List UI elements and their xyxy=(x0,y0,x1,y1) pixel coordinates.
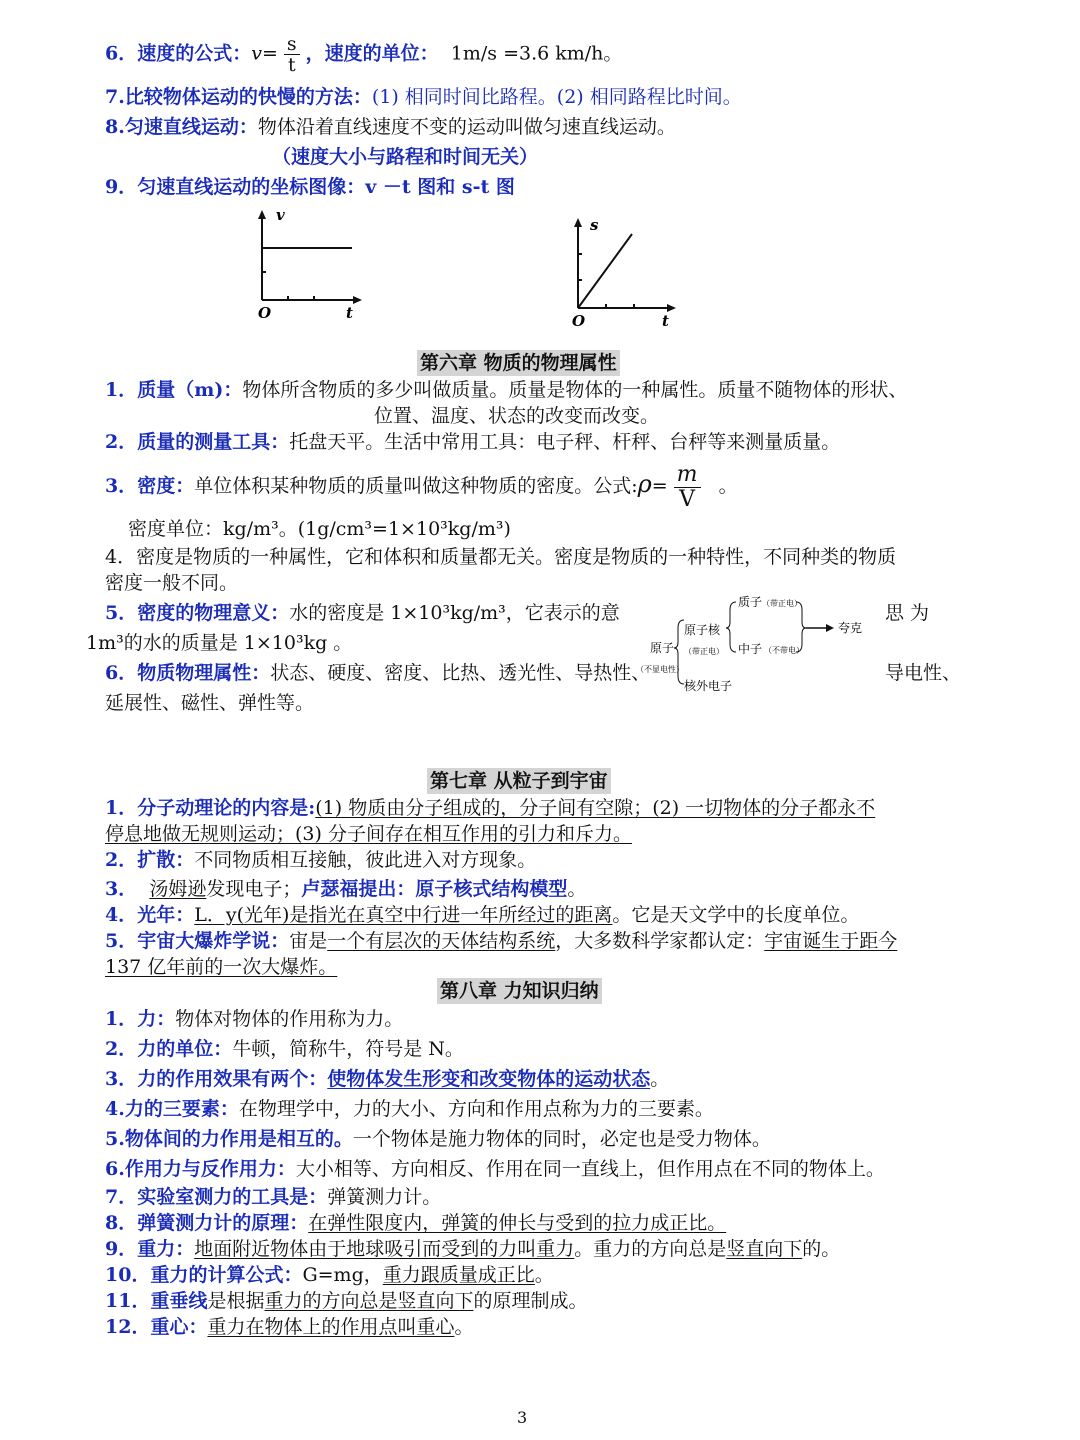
uniform-motion-text: 物体沿着直线速度不变的运动叫做匀速直线运动。 xyxy=(257,116,676,138)
density-meaning-line xyxy=(105,600,620,626)
center-of-gravity-text: 重力在物体上的作用点叫重心 xyxy=(207,1316,455,1338)
force-elements-text: 在物理学中，力的大小、方向和作用点称为力的三要素。 xyxy=(238,1098,714,1120)
uniform-motion-line xyxy=(105,114,676,140)
light-year-label: 4．光年： xyxy=(105,904,195,926)
big-bang-text-b: 一个有层次的天体结构系统 xyxy=(327,930,556,952)
action-reaction-line xyxy=(105,1156,885,1182)
electron-label: 核外电子 xyxy=(684,679,733,693)
force-tool-text: 弹簧测力计。 xyxy=(327,1186,442,1208)
gravity-proportional: 重力跟质量成正比 xyxy=(382,1264,535,1286)
fraction-denominator: t xyxy=(287,54,296,76)
sentence-end: 。 xyxy=(567,878,587,900)
mass-line-2: 位置、温度、状态的改变而改变。 xyxy=(374,405,660,427)
st-proportional-line xyxy=(578,234,632,308)
plumb-line-text-a: 是根据 xyxy=(207,1290,265,1312)
force-unit-label: 2．力的单位： xyxy=(105,1038,233,1060)
rho-symbol: ρ xyxy=(637,470,652,498)
st-x-label: t xyxy=(662,312,669,330)
speed-formula-line xyxy=(105,34,622,75)
equals-sign: = xyxy=(651,475,668,497)
material-properties-right: 导电性、 xyxy=(885,662,962,684)
fraction-denominator: V xyxy=(679,486,696,512)
uniform-motion-note: （速度大小与路程和时间无关） xyxy=(272,146,539,168)
gravity-formula: G=mg， xyxy=(302,1264,383,1286)
density-meaning-text: 水的密度是 1×10³kg/m³，它表示的意 xyxy=(289,602,620,624)
gravity-tail: 的。 xyxy=(802,1238,841,1260)
vt-x-arrow xyxy=(353,296,362,304)
force-tool-line xyxy=(105,1184,441,1210)
mutual-force-line xyxy=(105,1126,771,1152)
spring-scale-text: 在弹性限度内，弹簧的伸长与受到的拉力成正比。 xyxy=(308,1212,727,1234)
molecular-theory-line xyxy=(105,795,875,821)
st-y-label: s xyxy=(590,216,599,234)
light-year-definition: L．y(光年)是指光在真空中行进一年所经过的距离 xyxy=(194,904,613,926)
force-line xyxy=(105,1006,403,1032)
action-reaction-label: 6.作用力与反作用力： xyxy=(105,1158,296,1180)
density-meaning-label: 5．密度的物理意义： xyxy=(105,602,290,624)
material-properties-line-2: 延展性、磁性、弹性等。 xyxy=(105,692,315,714)
neutron-label: 中子 xyxy=(738,642,763,656)
force-effect-line xyxy=(105,1066,669,1092)
molecular-theory-text: (1) 物质由分子组成的，分子间有空隙；(2) 一切物体的分子都永不 xyxy=(315,797,876,819)
atom-structure-diagram xyxy=(632,592,872,702)
compare-motion-text: (1) 相同时间比路程。(2) 相同路程比时间。 xyxy=(371,86,742,108)
diffusion-line xyxy=(105,847,536,873)
big-bang-line xyxy=(105,928,897,954)
fraction-numerator: s xyxy=(284,34,300,55)
gravity-formula-label: 10．重力的计算公式： xyxy=(105,1264,303,1286)
plumb-line-text-b: 重力的方向总是竖直向下 xyxy=(264,1290,474,1312)
vt-origin-label: O xyxy=(258,304,272,322)
big-bang-text-a: 宙是 xyxy=(289,930,328,952)
diffusion-label: 2．扩散： xyxy=(105,849,195,871)
big-bang-label: 5．宇宙大爆炸学说： xyxy=(105,930,290,952)
plumb-line-line xyxy=(105,1288,588,1314)
spring-scale-line xyxy=(105,1210,726,1236)
sentence-end: 。 xyxy=(650,1068,670,1090)
st-y-arrow xyxy=(574,218,582,227)
item-number: 6． xyxy=(105,42,138,65)
density-fraction xyxy=(674,463,701,512)
center-of-gravity-label: 12．重心： xyxy=(105,1316,208,1338)
force-text: 物体对物体的作用称为力。 xyxy=(175,1008,404,1030)
electron-discovery-text: 发现电子； xyxy=(206,878,302,900)
material-properties-text: 状态、硬度、密度、比热、透光性、导热性、 xyxy=(270,662,651,684)
proton-note: （带正电） xyxy=(762,599,802,608)
force-effect-text: 使物体发生形变和改变物体的运动状态 xyxy=(327,1068,651,1090)
big-bang-line-2: 137 亿年前的一次大爆炸。 xyxy=(105,956,338,978)
quark-brace xyxy=(796,602,806,652)
molecular-theory-line-2: 停息地做无规则运动；(3) 分子间存在相互作用的引力和斥力。 xyxy=(105,823,632,845)
material-properties-label: 6．物质物理属性： xyxy=(105,662,271,684)
graph-heading-label: 9．匀速直线运动的坐标图像： xyxy=(105,176,366,198)
item-number: 3． xyxy=(105,878,138,900)
compare-motion-line xyxy=(105,84,742,110)
vt-y-label: v xyxy=(276,206,285,224)
mass-tool-label: 2．质量的测量工具： xyxy=(105,431,290,453)
center-of-gravity-line xyxy=(105,1314,473,1340)
force-label: 1．力： xyxy=(105,1008,176,1030)
gravity-direction: 竖直向下 xyxy=(726,1238,803,1260)
density-unit-line: 密度单位：kg/m³。(1g/cm³=1×10³kg/m³) xyxy=(128,518,511,540)
big-bang-text-c: ，大多数科学家都认定： xyxy=(555,930,765,952)
force-unit-text: 牛顿，简称牛，符号是 N。 xyxy=(232,1038,464,1060)
density-property-line: 4．密度是物质的一种属性，它和体积和质量都无关。密度是物质的一种特性，不同种类的物质 xyxy=(105,546,897,568)
molecular-theory-label: 1．分子动理论的内容是: xyxy=(105,797,316,819)
force-elements-label: 4.力的三要素： xyxy=(105,1098,239,1120)
thomson-name: 汤姆逊 xyxy=(149,878,207,900)
force-unit-line xyxy=(105,1036,464,1062)
big-bang-text-d: 宇宙诞生于距今 xyxy=(764,930,898,952)
atom-brace xyxy=(674,620,684,684)
spring-scale-label: 8．弹簧测力计的原理： xyxy=(105,1212,309,1234)
speed-unit-label: ，速度的单位： xyxy=(305,42,439,65)
vt-graph xyxy=(248,204,368,324)
density-text: 单位体积某种物质的质量叫做这种物质的密度。公式: xyxy=(194,475,638,497)
material-properties-line xyxy=(105,660,650,686)
vt-x-label: t xyxy=(346,304,353,322)
equals-sign: = xyxy=(261,42,278,65)
mutual-force-text: 一个物体是施力物体的同时，必定也是受力物体。 xyxy=(352,1128,771,1150)
item-number: 7．实验室 xyxy=(105,1186,195,1208)
atom-note: （不显电性） xyxy=(636,665,684,674)
uniform-motion-label: 8.匀速直线运动： xyxy=(105,116,258,138)
sentence-end: 。 xyxy=(534,1264,554,1286)
chapter8-title: 第八章 力知识归纳 xyxy=(437,978,602,1004)
mutual-force-label: 5.物体间的力作用是相互的。 xyxy=(105,1128,353,1150)
light-year-tail: 。它是天文学中的长度单位。 xyxy=(612,904,860,926)
plumb-line-label: 11．重垂线 xyxy=(105,1290,208,1312)
density-property-line-2: 密度一般不同。 xyxy=(105,572,239,594)
gravity-label: 9．重力： xyxy=(105,1238,195,1260)
chapter6-title: 第六章 物质的物理属性 xyxy=(417,350,620,376)
st-x-arrow xyxy=(667,304,676,312)
nucleus-brace xyxy=(726,602,736,652)
speed-fraction xyxy=(284,34,300,75)
fraction-numerator: m xyxy=(674,463,701,488)
atom-label: 原子 xyxy=(650,641,675,655)
diffusion-text: 不同物质相互接触，彼此进入对方现象。 xyxy=(194,849,537,871)
graph-heading-types: v －t 图和 s-t 图 xyxy=(365,176,515,198)
speed-formula-label: 速度的公式： xyxy=(137,42,252,65)
rutherford-model-text: 卢瑟福提出：原子核式结构模型 xyxy=(301,878,568,900)
density-meaning-line-2: 1m³的水的质量是 1×10³kg 。 xyxy=(86,632,353,654)
neutron-note: （不带电） xyxy=(764,646,804,655)
gravity-formula-line xyxy=(105,1262,554,1288)
gravity-direction-text: 。重力的方向总是 xyxy=(574,1238,727,1260)
vt-y-arrow xyxy=(258,210,266,219)
action-reaction-text: 大小相等、方向相反、作用在同一直线上，但作用点在不同的物体上。 xyxy=(295,1158,885,1180)
nucleus-label: 原子核 xyxy=(684,623,721,637)
st-origin-label: O xyxy=(572,312,586,330)
gravity-line xyxy=(105,1236,840,1262)
nucleus-note: （带正电） xyxy=(684,647,724,656)
velocity-symbol: v xyxy=(251,42,262,65)
graph-heading-line xyxy=(105,174,515,200)
page-number: 3 xyxy=(517,1408,528,1427)
force-tool-label: 测力的工具是： xyxy=(194,1186,328,1208)
force-effect-label: 3．力的作用效果有两个： xyxy=(105,1068,328,1090)
light-year-line xyxy=(105,902,859,928)
sentence-end: 。 xyxy=(718,475,738,497)
arrow-head xyxy=(826,624,834,632)
mass-label: 1．质量（m)： xyxy=(105,379,243,401)
quark-label: 夸克 xyxy=(838,621,863,635)
density-meaning-right: 思 为 xyxy=(885,602,930,624)
density-line xyxy=(105,462,738,512)
gravity-definition: 地面附近物体由于地球吸引而受到的力叫重力 xyxy=(194,1238,575,1260)
chapter7-title: 第七章 从粒子到宇宙 xyxy=(427,768,611,794)
density-label: 3．密度： xyxy=(105,475,195,497)
sentence-end: 。 xyxy=(454,1316,474,1338)
mass-line xyxy=(105,377,907,403)
force-elements-line xyxy=(105,1096,714,1122)
speed-unit-value: 1m/s =3.6 km/h。 xyxy=(450,42,623,65)
mass-text: 物体所含物质的多少叫做质量。质量是物体的一种属性。质量不随物体的形状、 xyxy=(242,379,908,401)
st-graph xyxy=(564,210,684,330)
plumb-line-text-c: 的原理制成。 xyxy=(473,1290,588,1312)
mass-tool-line xyxy=(105,429,840,455)
atom-model-line xyxy=(105,876,586,902)
proton-label: 质子 xyxy=(738,595,763,609)
compare-motion-label: 7.比较物体运动的快慢的方法： xyxy=(105,86,372,108)
mass-tool-text: 托盘天平。生活中常用工具：电子秤、杆秤、台秤等来测量质量。 xyxy=(289,431,841,453)
